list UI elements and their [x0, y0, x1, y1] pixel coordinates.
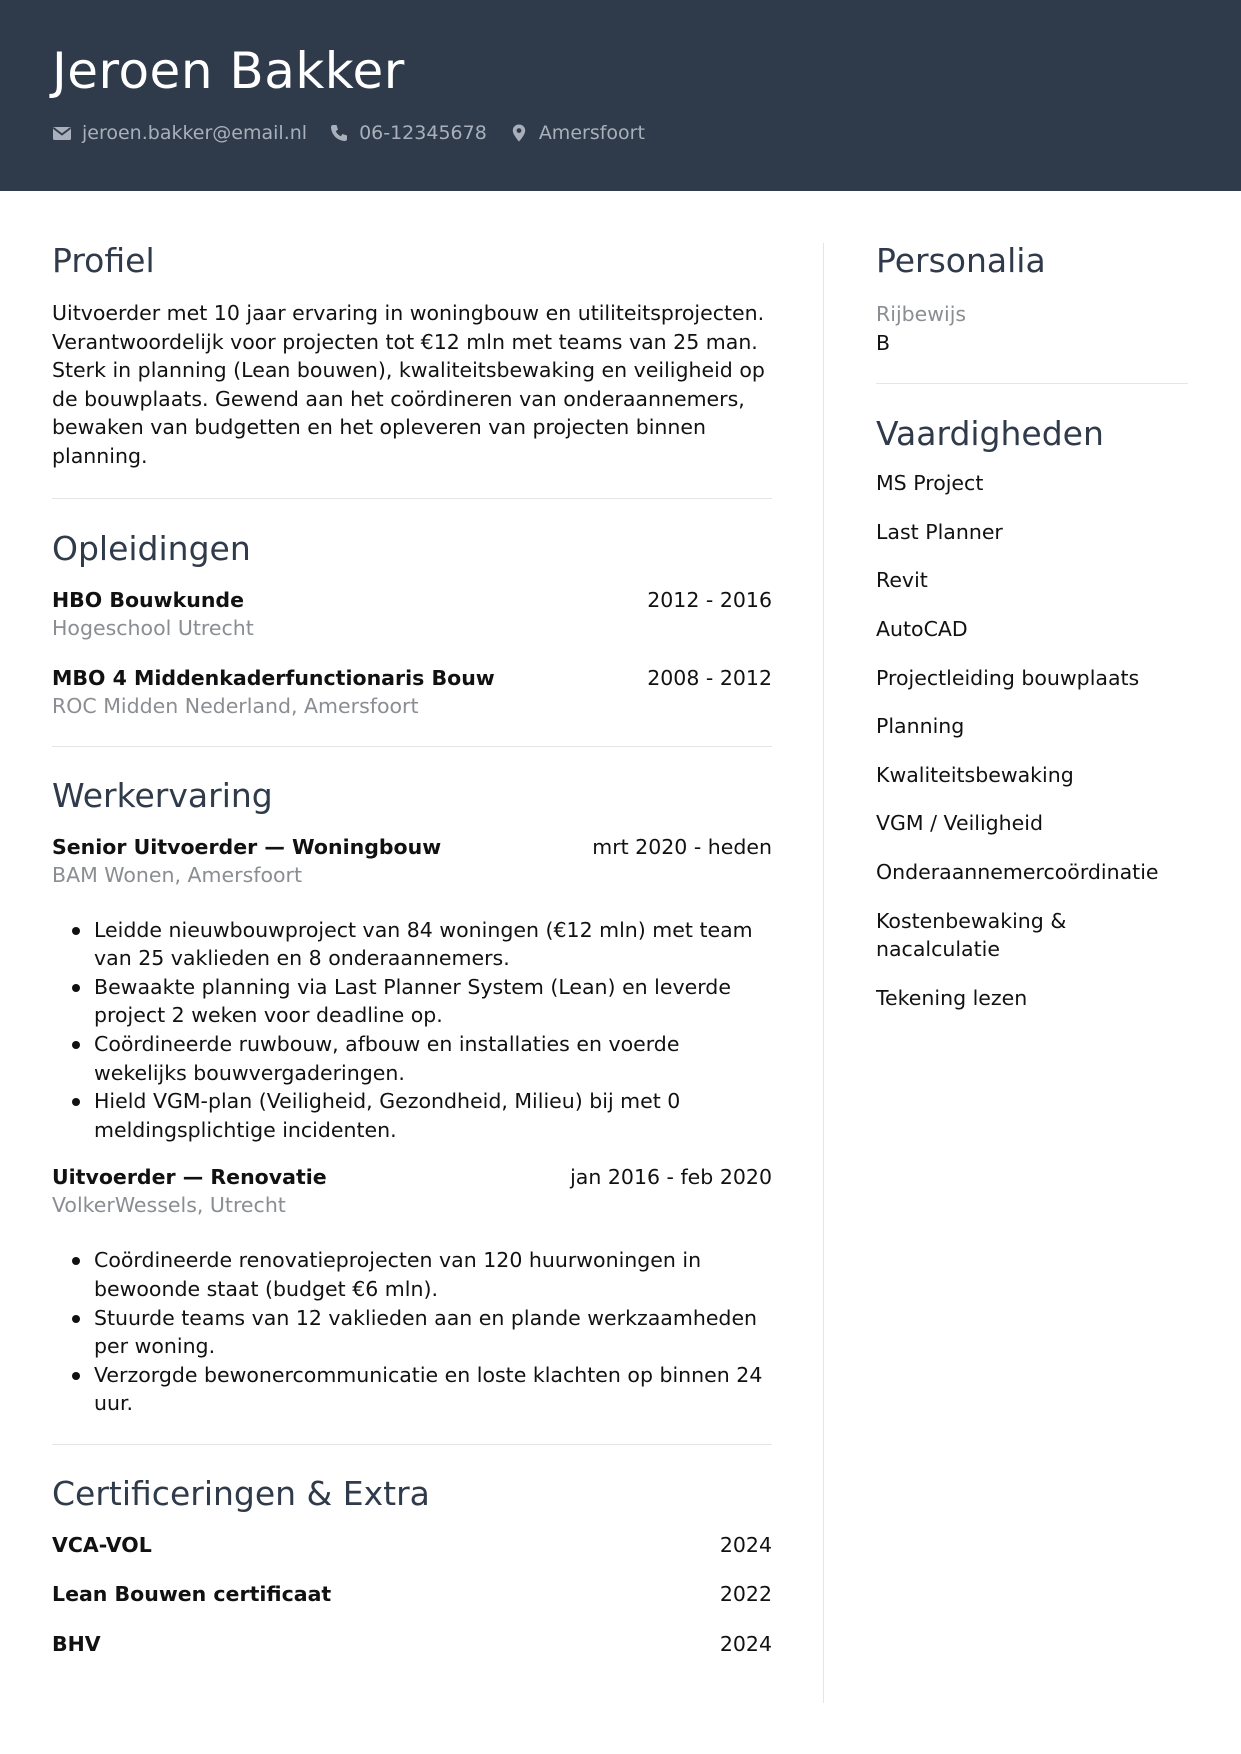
- skill-item: Revit: [876, 568, 928, 593]
- email-text: jeroen.bakker@email.nl: [82, 122, 308, 144]
- job-achievements: [52, 1246, 772, 1418]
- education-degree: HBO Bouwkunde: [52, 587, 244, 612]
- skill-item: Tekening lezen: [876, 985, 1028, 1010]
- certification-name: VCA-VOL: [52, 1532, 152, 1557]
- profile-heading: Profiel: [52, 241, 155, 280]
- achievement-item: Coördineerde renovatieprojecten van 120 huurwoningen in bewoonde staat (budget €6 mln).: [94, 1246, 772, 1303]
- achievement-item: Verzorgde bewonercommunicatie en loste klachten op binnen 24 uur.: [94, 1361, 772, 1418]
- contact-location: [509, 122, 645, 144]
- profile-section: [52, 235, 772, 471]
- experience-heading: Werkervaring: [52, 775, 273, 815]
- license-value: B: [876, 330, 891, 355]
- certification-item: [52, 1531, 772, 1581]
- certifications-list: [52, 1531, 772, 1680]
- job-company: BAM Wonen, Amersfoort: [52, 862, 303, 887]
- experience-entry: [52, 1163, 772, 1418]
- main-column: [52, 235, 772, 1679]
- skills-list: [876, 469, 1188, 1012]
- achievement-item: Stuurde teams van 12 vaklieden aan en plande werkzaamheden per woning.: [94, 1304, 772, 1361]
- achievement-item: Coördineerde ruwbouw, afbouw en installaties en voerde wekelijks bouwvergaderingen.: [94, 1030, 772, 1087]
- skill-item: VGM / Veiligheid: [876, 811, 1043, 836]
- contact-email: [52, 122, 307, 144]
- achievement-item: Bewaakte planning via Last Planner System (Lean) en leverde project 2 weken voor deadline op.: [94, 973, 772, 1030]
- certification-name: BHV: [52, 1631, 101, 1656]
- certification-item: [52, 1580, 772, 1630]
- contact-info: [52, 122, 667, 144]
- skill-item: Onderaannemercoördinatie: [876, 859, 1159, 884]
- job-company: VolkerWessels, Utrecht: [52, 1193, 286, 1218]
- skill-item: MS Project: [876, 471, 984, 496]
- certification-year: 2024: [719, 1532, 772, 1557]
- education-degree: MBO 4 Middenkaderfunctionaris Bouw: [52, 665, 495, 690]
- candidate-name: Jeroen Bakker: [52, 42, 405, 100]
- certification-year: 2024: [719, 1631, 772, 1656]
- skill-item: Kostenbewaking & nacalculatie: [876, 908, 1067, 962]
- envelope-icon: [52, 123, 72, 143]
- certification-year: 2022: [719, 1582, 772, 1607]
- column-divider: [823, 243, 824, 1703]
- achievement-item: Hield VGM-plan (Veiligheid, Gezondheid, Milieu) bij met 0 meldingsplichtige incidenten.: [94, 1087, 772, 1144]
- job-role: Senior Uitvoerder — Woningbouw: [52, 834, 442, 859]
- job-dates: jan 2016 - feb 2020: [570, 1165, 772, 1190]
- map-pin-icon: [509, 123, 529, 143]
- personal-section: [876, 235, 1188, 357]
- achievement-item: Leidde nieuwbouwproject van 84 woningen (€12 mln) met team van 25 vaklieden en 8 onderaannemers.: [94, 916, 772, 973]
- certifications-heading: Certificeringen & Extra: [52, 1473, 430, 1513]
- license-label: Rijbewijs: [876, 302, 967, 326]
- skill-item: AutoCAD: [876, 616, 968, 641]
- skills-heading: Vaardigheden: [876, 414, 1104, 454]
- profile-text: Uitvoerder met 10 jaar ervaring in woningbouw en utiliteitsprojecten. Verantwoordelijk voor projecten tot €12 mln met teams van 25 man. Sterk in planning (Lean bouwen), kwaliteitsbewaking en veiligheid op de bouwplaats. Gewend aan het coördineren van onderaannemers, bewaken van budgetten en het opleveren van projecten binnen planning.: [52, 301, 765, 468]
- skill-item: Projectleiding bouwplaats: [876, 665, 1140, 690]
- location-text: Amersfoort: [538, 122, 645, 144]
- skill-item: Planning: [876, 714, 965, 739]
- job-dates: mrt 2020 - heden: [592, 834, 772, 859]
- section-divider: [876, 383, 1188, 384]
- certification-item: [52, 1630, 772, 1680]
- skill-item: Last Planner: [876, 519, 1003, 544]
- education-entry: [52, 586, 772, 642]
- education-dates: 2008 - 2012: [647, 665, 772, 690]
- section-divider: [52, 1444, 772, 1445]
- education-dates: 2012 - 2016: [647, 587, 772, 612]
- education-entry: [52, 664, 772, 720]
- contact-phone: [329, 122, 487, 144]
- experience-section: [52, 770, 772, 1418]
- skill-item: Kwaliteitsbewaking: [876, 762, 1074, 787]
- experience-entry: [52, 833, 772, 1145]
- education-heading: Opleidingen: [52, 528, 251, 568]
- header-banner: [0, 0, 1241, 191]
- education-section: [52, 523, 772, 720]
- sidebar-column: [876, 235, 1188, 1012]
- education-school: ROC Midden Nederland, Amersfoort: [52, 693, 419, 718]
- section-divider: [52, 498, 772, 499]
- section-divider: [52, 746, 772, 747]
- phone-icon: [329, 123, 349, 143]
- personal-heading: Personalia: [876, 241, 1046, 280]
- certification-name: Lean Bouwen certificaat: [52, 1582, 332, 1607]
- skills-section: [876, 408, 1188, 1012]
- job-role: Uitvoerder — Renovatie: [52, 1165, 327, 1190]
- job-achievements: [52, 916, 772, 1145]
- phone-text: 06-12345678: [359, 122, 487, 144]
- education-school: Hogeschool Utrecht: [52, 615, 254, 640]
- certifications-section: [52, 1468, 772, 1680]
